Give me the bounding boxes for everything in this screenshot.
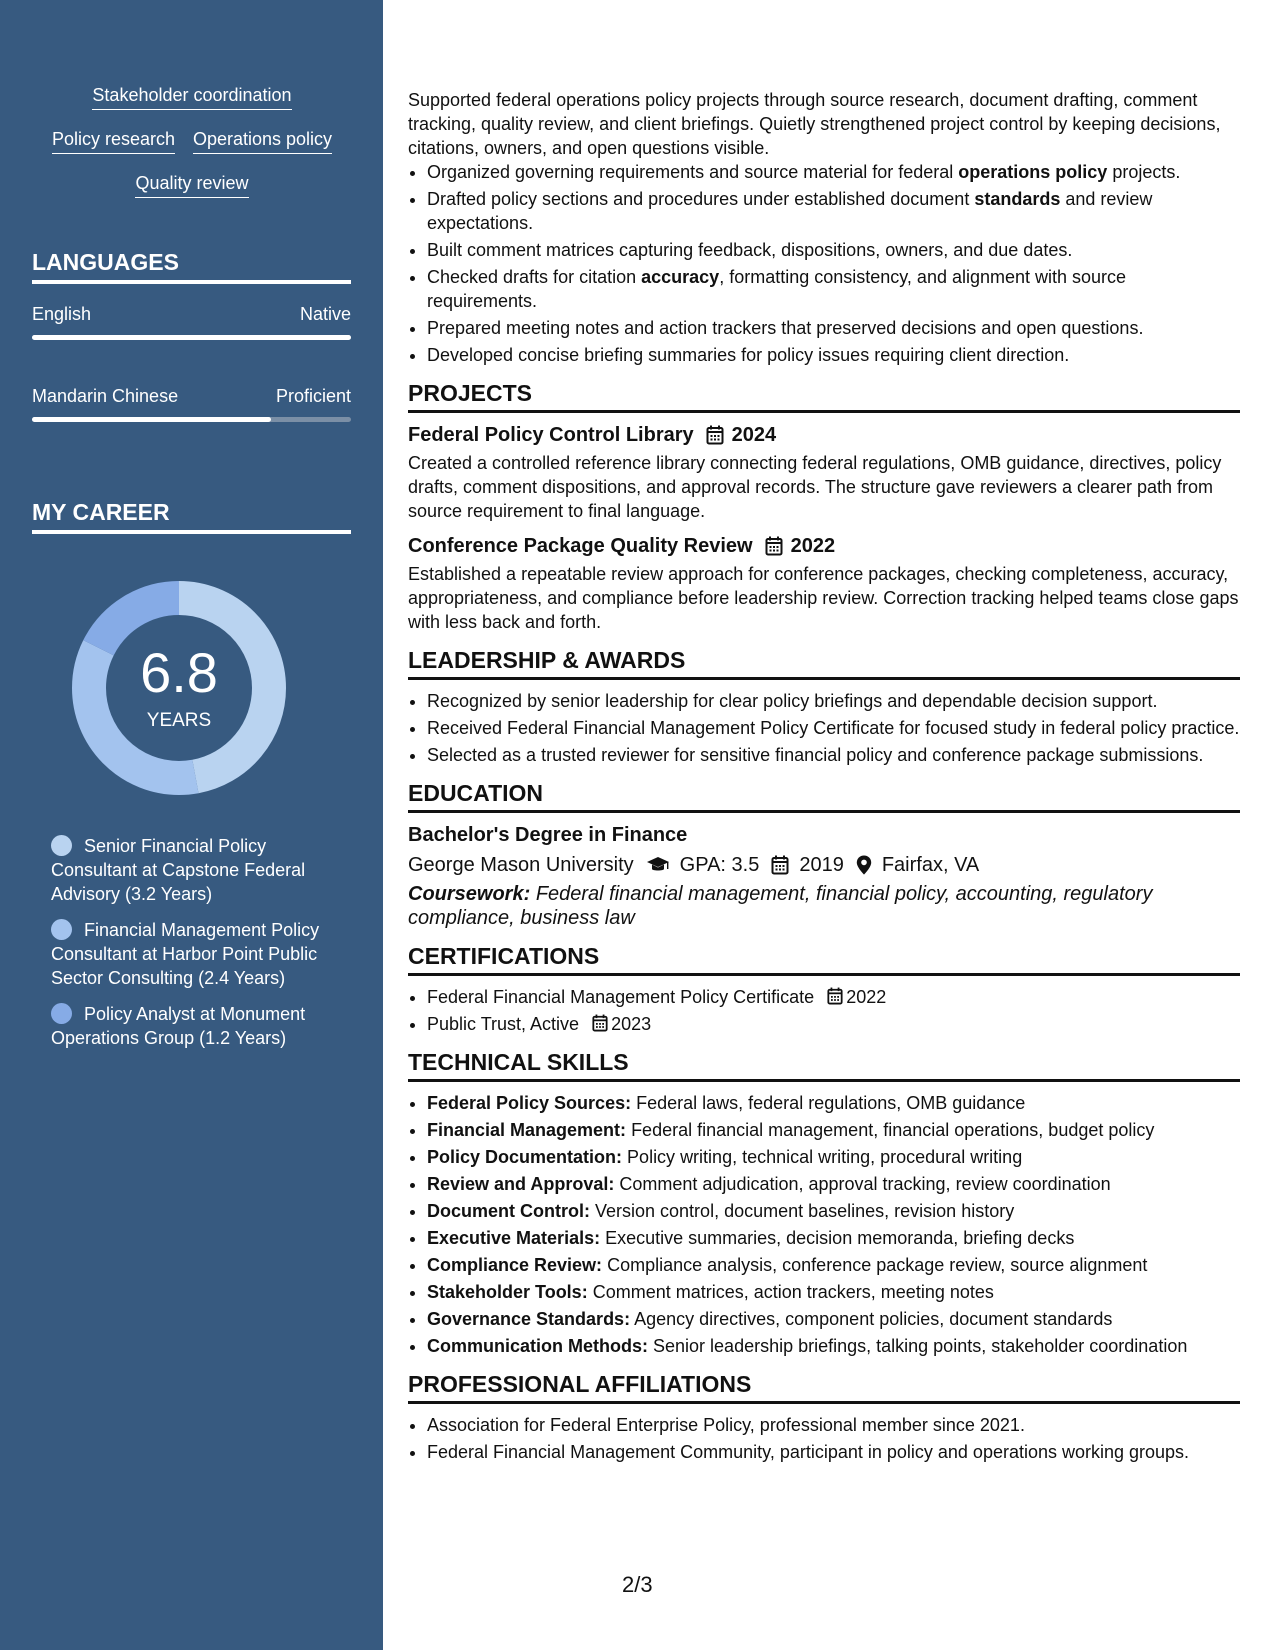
calendar-icon: [706, 425, 724, 445]
education-location: Fairfax, VA: [881, 854, 980, 876]
experience-bullet: • Built comment matrices capturing feedback, dispositions, owners, and due dates.: [427, 238, 1240, 262]
education-year: 2019: [799, 854, 844, 876]
technical-skill-item: • Policy Documentation: Policy writing, technical writing, procedural writing: [427, 1145, 1240, 1169]
calendar-icon: [827, 987, 843, 1005]
project-title-row: [408, 533, 1240, 559]
skill-tags: [32, 84, 352, 216]
certification-year: 2022: [846, 987, 887, 1007]
education-school: George Mason University: [408, 854, 634, 876]
leadership-heading: LEADERSHIP & AWARDS: [408, 646, 1240, 680]
certification-year: 2023: [611, 1014, 652, 1034]
sidebar: [0, 0, 383, 1650]
technical-skill-item: • Review and Approval: Comment adjudication, approval tracking, review coordination: [427, 1172, 1240, 1196]
career-legend: [51, 834, 341, 1062]
technical-skill-item: • Executive Materials: Executive summaries, decision memoranda, briefing decks: [427, 1226, 1240, 1250]
certification-name: Federal Financial Management Policy Certificate: [427, 987, 815, 1007]
technical-skill-item: • Compliance Review: Compliance analysis, conference package review, source alignment: [427, 1253, 1240, 1277]
certification-name: Public Trust, Active: [427, 1014, 580, 1034]
experience-bullet: • Checked drafts for citation accuracy, formatting consistency, and alignment with source requirements.: [427, 265, 1240, 313]
career-legend-label: Policy Analyst at Monument Operations Group (1.2 Years): [51, 1004, 306, 1048]
education-gpa: GPA: 3.5: [679, 854, 760, 876]
affiliations-heading: PROFESSIONAL AFFILIATIONS: [408, 1370, 1240, 1404]
certification-item: [427, 985, 1240, 1009]
project-description: Created a controlled reference library connecting federal regulations, OMB guidance, directives, policy drafts, comment dispositions, and approval records. The structure gave reviewers a clearer path from source requirement to final language.: [408, 453, 1222, 521]
affiliation-item: • Federal Financial Management Community, participant in policy and operations working groups.: [427, 1440, 1240, 1464]
career-legend-dot: [51, 1003, 72, 1024]
language-level: Native: [299, 304, 351, 324]
technical-skill-item: • Financial Management: Federal financial management, financial operations, budget policy: [427, 1118, 1240, 1142]
skill-row: [32, 128, 352, 154]
career-legend-label: Senior Financial Policy Consultant at Capstone Federal Advisory (3.2 Years): [51, 836, 306, 904]
career-legend-item: [51, 918, 341, 990]
education-details: [408, 852, 1240, 878]
education-degree: Bachelor's Degree in Finance: [408, 824, 688, 846]
technical-skill-item: • Federal Policy Sources: Federal laws, federal regulations, OMB guidance: [427, 1091, 1240, 1115]
coursework-label: Coursework:: [408, 883, 531, 905]
calendar-icon: [765, 536, 783, 556]
technical-skills-heading: TECHNICAL SKILLS: [408, 1048, 1240, 1082]
leadership-item: • Selected as a trusted reviewer for sensitive financial policy and conference package submissions.: [427, 743, 1240, 767]
affiliation-item: • Association for Federal Enterprise Policy, professional member since 2021.: [427, 1413, 1240, 1437]
experience-bullets: [408, 160, 1240, 367]
projects-heading: PROJECTS: [408, 379, 1240, 413]
project-description: Established a repeatable review approach for conference packages, checking completeness, accuracy, appropriateness, and compliance before leadership review. Correction tracking helped teams close gaps with less back and forth.: [408, 564, 1239, 632]
career-legend-label: Financial Management Policy Consultant at Harbor Point Public Sector Consulting (2.4 Years): [51, 920, 320, 988]
experience-bullet: • Drafted policy sections and procedures under established document standards and review expectations.: [427, 187, 1240, 235]
career-legend-item: [51, 834, 341, 906]
language-proficiency-bar: [32, 335, 351, 340]
leadership-item: • Received Federal Financial Management Policy Certificate for focused study in federal policy practice.: [427, 716, 1240, 740]
language-proficiency-fill: [32, 335, 351, 340]
calendar-icon: [592, 1014, 608, 1032]
skill-tag: Stakeholder coordination: [92, 84, 291, 110]
certification-item: [427, 1012, 1240, 1036]
leadership-list: [408, 689, 1240, 767]
graduation-cap-icon: [646, 856, 670, 874]
experience-bullet: • Developed concise briefing summaries for policy issues requiring client direction.: [427, 343, 1240, 367]
experience-bullet: • Organized governing requirements and source material for federal operations policy projects.: [427, 160, 1240, 184]
technical-skill-item: • Governance Standards: Agency directives, component policies, document standards: [427, 1307, 1240, 1331]
main-content: [408, 88, 1240, 1467]
technical-skill-item: • Stakeholder Tools: Comment matrices, action trackers, meeting notes: [427, 1280, 1240, 1304]
language-name: English: [32, 304, 92, 324]
skill-tag: Quality review: [135, 172, 248, 198]
project-year: 2024: [731, 424, 777, 446]
education-heading: EDUCATION: [408, 779, 1240, 813]
project-title: Conference Package Quality Review: [408, 535, 753, 557]
page-number: 2/3: [622, 1572, 653, 1597]
affiliations-list: [408, 1413, 1240, 1464]
technical-skills-list: [408, 1091, 1240, 1358]
map-pin-icon: [856, 855, 872, 875]
project-title-row: [408, 422, 1240, 448]
experience-bullet: • Prepared meeting notes and action trackers that preserved decisions and open questions.: [427, 316, 1240, 340]
skill-tag: Operations policy: [193, 128, 332, 154]
skill-row: [32, 84, 352, 110]
certifications-list: [408, 985, 1240, 1036]
experience-summary: Supported federal operations policy projects through source research, document drafting, comment tracking, quality review, and client briefings. Quietly strengthened project control by keeping decisions, citations, owners, and open questions visible.: [408, 90, 1221, 158]
career-legend-dot: [51, 835, 72, 856]
career-total-unit: YEARS: [146, 710, 212, 731]
certifications-heading: CERTIFICATIONS: [408, 942, 1240, 976]
education-coursework: [408, 882, 1240, 930]
project-title: Federal Policy Control Library: [408, 424, 694, 446]
language-item: [32, 385, 351, 422]
language-name: Mandarin Chinese: [32, 386, 179, 406]
leadership-item: • Recognized by senior leadership for clear policy briefings and dependable decision support.: [427, 689, 1240, 713]
career-legend-dot: [51, 919, 72, 940]
career-heading: MY CAREER: [32, 498, 351, 534]
language-item: [32, 303, 351, 340]
career-legend-item: [51, 1002, 341, 1050]
skill-row: [32, 172, 352, 198]
languages-heading: LANGUAGES: [32, 248, 351, 284]
technical-skill-item: • Communication Methods: Senior leadership briefings, talking points, stakeholder coordination: [427, 1334, 1240, 1358]
project-year: 2022: [790, 535, 836, 557]
career-donut-chart: [64, 573, 294, 803]
career-total-years: 6.8: [140, 641, 218, 704]
language-proficiency-bar: [32, 417, 351, 422]
language-proficiency-fill: [32, 417, 271, 422]
skill-tag: Policy research: [52, 128, 175, 154]
calendar-icon: [771, 855, 789, 875]
coursework-text: Federal financial management, financial policy, accounting, regulatory compliance, business law: [408, 883, 1153, 929]
language-level: Proficient: [275, 386, 351, 406]
technical-skill-item: • Document Control: Version control, document baselines, revision history: [427, 1199, 1240, 1223]
